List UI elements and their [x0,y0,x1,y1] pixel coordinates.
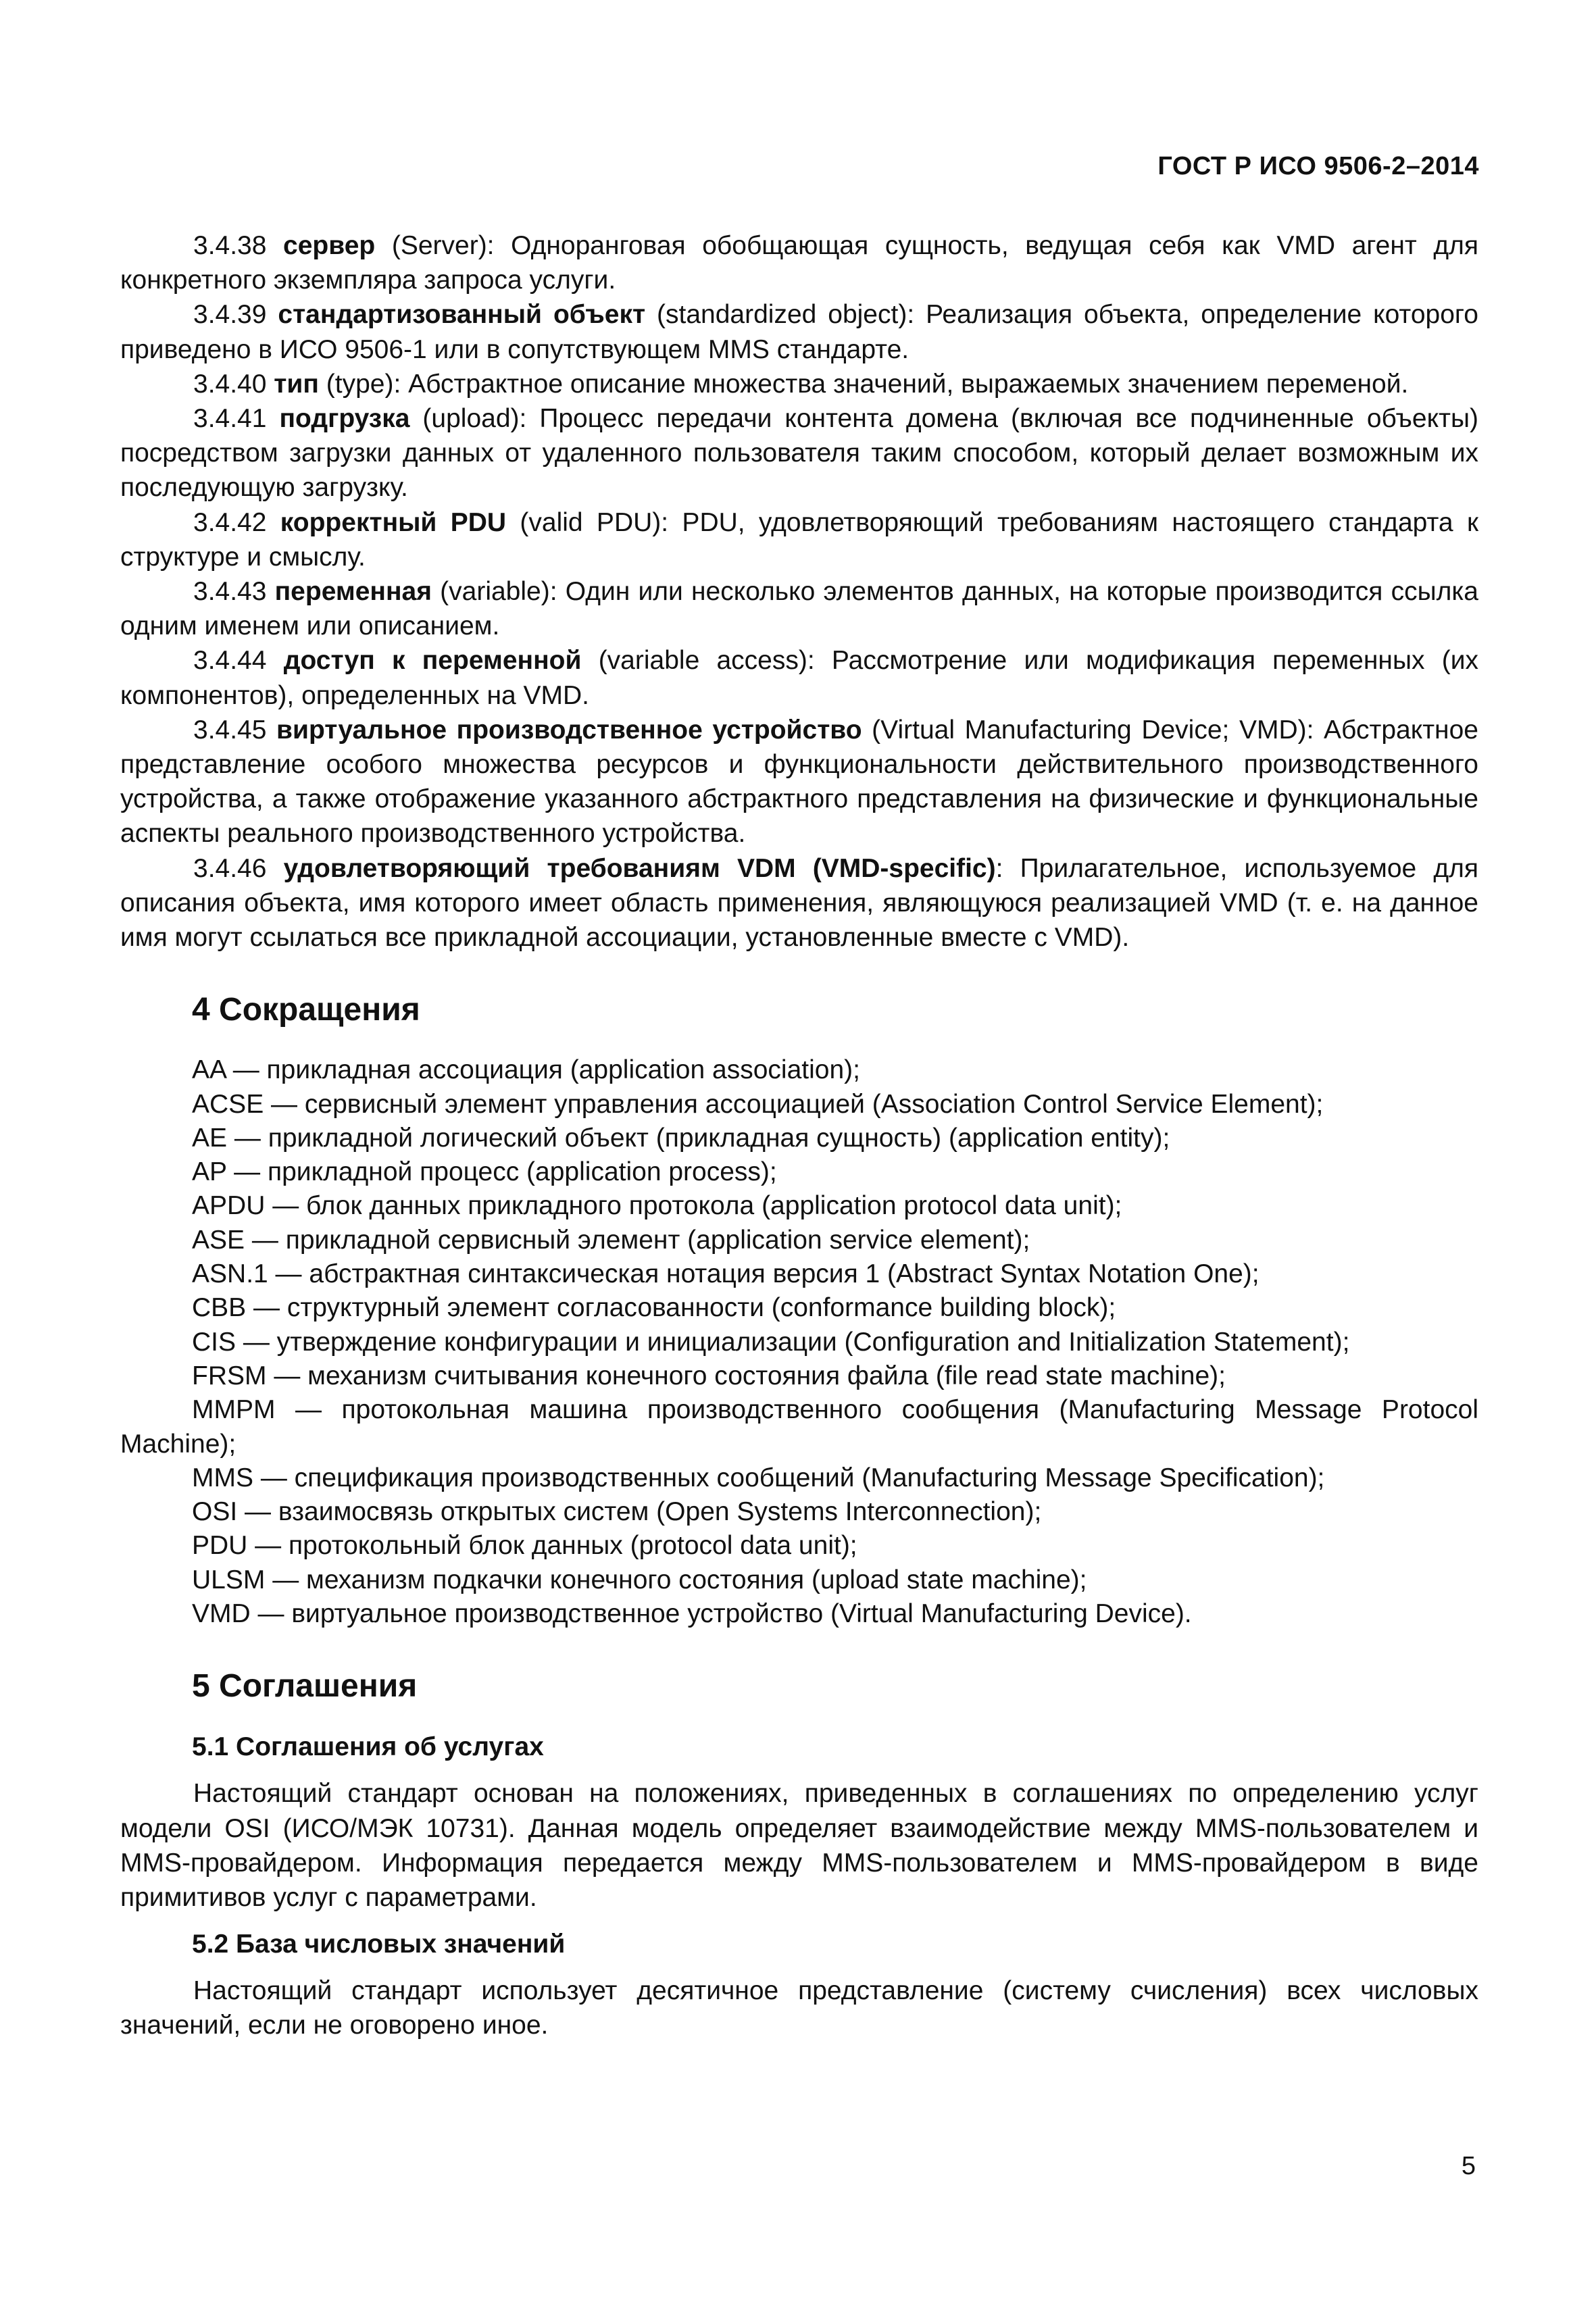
definition-number: 3.4.40 [193,369,267,399]
definition-number: 3.4.44 [193,646,267,676]
definition-number: 3.4.45 [193,715,267,745]
abbreviation-item: MMS — спецификация производственных сообщений (Manufacturing Message Specification); [192,1463,1325,1492]
definition-text: (variable access): Рассмотрение или модификация переменных (их компонентов), определенных на VMD. [120,646,1478,710]
definition-term: тип [274,369,319,399]
section-4-title: 4 Сокращения [192,992,420,1028]
definition-text: (standardized object): Реализация объекта, определение которого приведено в ИСО 9506-1 или в сопутствующем MMS стандарте. [120,300,1478,364]
definition-term: сервер [283,231,376,260]
definition-text: (type): Абстрактное описание множества значений, выражаемых значением переменой. [318,369,1409,399]
definition-term: стандартизованный объект [278,300,646,330]
page-content [120,228,1478,2043]
subsection-5-1-title: 5.1 Соглашения об услугах [192,1732,544,1762]
standard-code-header: ГОСТ Р ИСО 9506-2–2014 [1157,152,1479,180]
definition-term: виртуальное производственное устройство [276,715,862,745]
definition-3-4-46 [120,851,1478,955]
definition-number: 3.4.39 [193,300,267,330]
subsection-5-2-text: Настоящий стандарт использует десятичное представление (систему счисления) всех числовых значений, если не оговорено иное. [120,1976,1478,2040]
definition-text: (Virtual Manufacturing Device; VMD): Абстрактное представление особого множества ресурсов и функциональности действительного производственного устройства, а также отображение указанного абстрактного представления на физические и функциональные аспекты реального производственного устройства. [120,715,1478,849]
definition-text: (Server): Одноранговая обобщающая сущность, ведущая себя как VMD агент для конкретного экземпляра запроса услуги. [120,231,1478,295]
abbreviation-list [120,1053,1478,1631]
abbreviation-item: AP — прикладной процесс (application process); [192,1157,777,1187]
definition-3-4-42 [120,505,1478,574]
definition-number: 3.4.41 [193,404,267,434]
definition-text: : Прилагательное, используемое для описания объекта, имя которого имеет область применения, являющуюся реализацией VMD (т. е. на данное имя могут ссылаться все прикладной ассоциации, установленные вместе с VMD). [120,853,1478,953]
definition-text: (variable): Один или несколько элементов данных, на которые производится ссылка одним именем или описанием. [120,577,1478,641]
abbreviation-item: ASN.1 — абстрактная синтаксическая нотация версия 1 (Abstract Syntax Notation One); [192,1259,1260,1289]
definition-3-4-40 [120,367,1478,401]
definition-term: доступ к переменной [283,646,582,676]
definition-3-4-41 [120,401,1478,505]
section-5-title: 5 Соглашения [192,1668,418,1705]
abbreviation-item: APDU — блок данных прикладного протокола (application protocol data unit); [192,1191,1122,1221]
subsection-5-1-text: Настоящий стандарт основан на положениях, приведенных в соглашениях по определению услуг модели OSI (ИСО/МЭК 10731). Данная модель определяет взаимодействие между MMS-пользователем и MMS-провайдером. Информация передается между MMS-пользователем и MMS-провайдером в виде примитивов услуг с параметрами. [120,1779,1478,1912]
definition-term: удовлетворяющий требованиям VDM (VMD-specific) [283,853,996,883]
definition-3-4-43 [120,574,1478,643]
definition-number: 3.4.46 [193,853,267,883]
definition-3-4-45 [120,713,1478,851]
definition-term: корректный PDU [280,507,507,537]
subsection-5-2-title: 5.2 База числовых значений [192,1930,566,1959]
abbreviation-item: FRSM — механизм считывания конечного состояния файла (file read state machine); [192,1361,1226,1390]
abbreviation-item: CIS — утверждение конфигурации и инициализации (Configuration and Initialization Statement); [192,1327,1350,1357]
definition-text: (upload): Процесс передачи контента домена (включая все подчиненные объекты) посредством загрузки данных от удаленного пользователя таким способом, который делает возможным их последующую загрузку. [120,404,1479,503]
abbreviation-item: MMPM — протокольная машина производственного сообщения (Manufacturing Message Protocol Machine); [120,1395,1478,1459]
abbreviation-item: AE — прикладной логический объект (прикладная сущность) (application entity); [192,1123,1170,1153]
definition-number: 3.4.43 [193,577,267,607]
definition-term: переменная [274,577,432,607]
definition-number: 3.4.42 [193,507,267,537]
abbreviation-item: OSI — взаимосвязь открытых систем (Open Systems Interconnection); [192,1497,1042,1527]
definition-term: подгрузка [279,404,410,434]
definition-text: (valid PDU): PDU, удовлетворяющий требованиям настоящего стандарта к структуре и смыслу. [120,507,1479,572]
abbreviation-item: ACSE — сервисный элемент управления ассоциацией (Association Control Service Element); [192,1089,1324,1119]
definition-3-4-39 [120,297,1478,366]
abbreviation-item: VMD — виртуальное производственное устройство (Virtual Manufacturing Device). [192,1599,1192,1629]
abbreviation-item: CBB — структурный элемент согласованности (conformance building block); [192,1293,1116,1323]
definition-3-4-44 [120,643,1478,712]
abbreviation-item: ASE — прикладной сервисный элемент (application service element); [192,1225,1030,1255]
abbreviation-item: ULSM — механизм подкачки конечного состояния (upload state machine); [192,1565,1087,1594]
definition-3-4-38 [120,228,1478,297]
abbreviation-item: AA — прикладная ассоциация (application association); [192,1055,860,1085]
page-number: 5 [1461,2152,1476,2180]
definition-number: 3.4.38 [193,231,267,260]
abbreviation-item: PDU — протокольный блок данных (protocol data unit); [192,1531,857,1561]
